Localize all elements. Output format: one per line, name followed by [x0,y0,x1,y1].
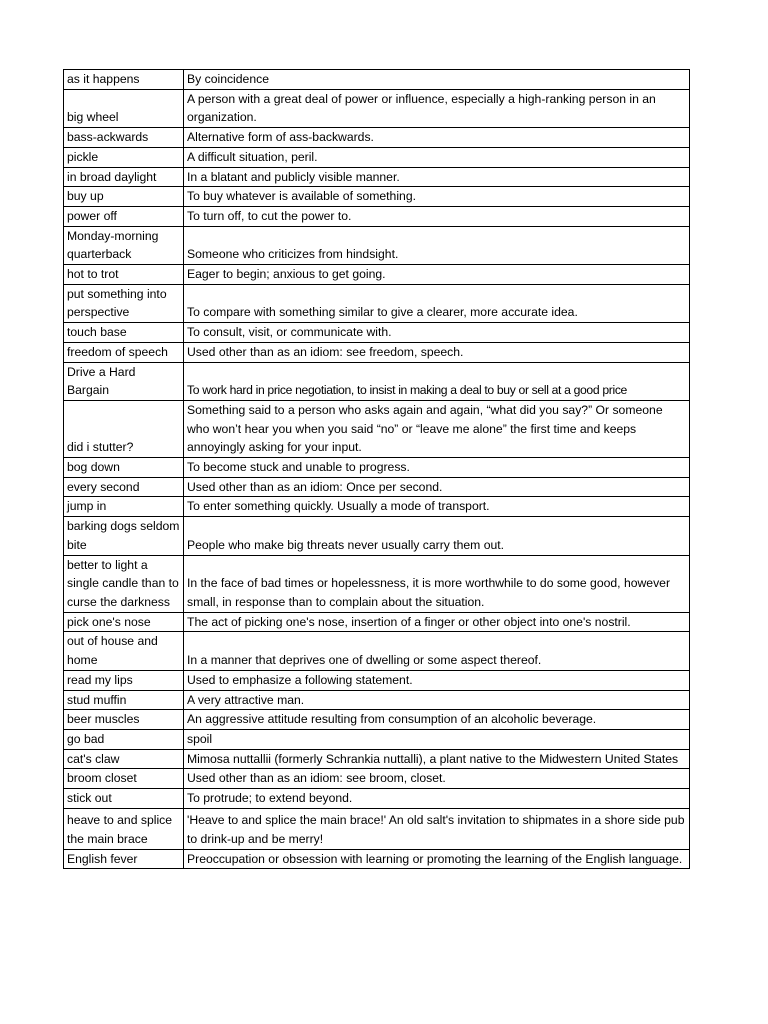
table-row [64,849,690,869]
idiom-definition: In the face of bad times or hopelessness, it is more worthwhile to do some good, however small, in response than to complain about the situation. [184,555,690,612]
table-row [64,70,690,90]
idiom-definition: A difficult situation, peril. [184,147,690,167]
table-row [64,206,690,226]
table-row [64,555,690,612]
idiom-term: hot to trot [64,265,184,285]
idiom-term: English fever [64,849,184,869]
idiom-term: broom closet [64,769,184,789]
idiom-term: power off [64,206,184,226]
idiom-definition: Used other than as an idiom: see freedom, speech. [184,342,690,362]
idiom-definition: An aggressive attitude resulting from consumption of an alcoholic beverage. [184,710,690,730]
idiom-definition: To work hard in price negotiation, to insist in making a deal to buy or sell at a good price [184,362,690,400]
idiom-term: heave to and splice the main brace [64,808,184,849]
idiom-term: big wheel [64,89,184,127]
idiom-term: beer muscles [64,710,184,730]
table-row [64,89,690,127]
idiom-term: bog down [64,458,184,478]
idiom-definition: To buy whatever is available of something. [184,187,690,207]
idiom-definition: Used to emphasize a following statement. [184,670,690,690]
idiom-definition: To enter something quickly. Usually a mode of transport. [184,497,690,517]
table-row [64,167,690,187]
table-row [64,342,690,362]
idiom-definition: Alternative form of ass-backwards. [184,128,690,148]
table-row [64,477,690,497]
idiom-term: read my lips [64,670,184,690]
idiom-definition: To become stuck and unable to progress. [184,458,690,478]
table-row [64,147,690,167]
table-row [64,749,690,769]
table-row [64,265,690,285]
table-row [64,362,690,400]
idiom-term: stud muffin [64,690,184,710]
idiom-definition: People who make big threats never usually carry them out. [184,517,690,555]
table-row [64,497,690,517]
idiom-definition: Preoccupation or obsession with learning or promoting the learning of the English language. [184,849,690,869]
idiom-term: Monday-morning quarterback [64,226,184,264]
idiom-definition: The act of picking one's nose, insertion of a finger or other object into one's nostril. [184,612,690,632]
idiom-term: go bad [64,729,184,749]
table-row [64,517,690,555]
idiom-definition: Used other than as an idiom: see broom, closet. [184,769,690,789]
table-row [64,226,690,264]
table-row [64,690,690,710]
idiom-term: buy up [64,187,184,207]
table-row [64,729,690,749]
idiom-term: pick one's nose [64,612,184,632]
idiom-definition: By coincidence [184,70,690,90]
idiom-term: touch base [64,323,184,343]
idiom-term: stick out [64,789,184,809]
idiom-definition: spoil [184,729,690,749]
idiom-term: Drive a Hard Bargain [64,362,184,400]
table-row [64,710,690,730]
idiom-definition: To protrude; to extend beyond. [184,789,690,809]
idiom-term: bass-ackwards [64,128,184,148]
table-row [64,323,690,343]
idiom-term: pickle [64,147,184,167]
idiom-definition: To compare with something similar to give a clearer, more accurate idea. [184,284,690,322]
idiom-term: as it happens [64,70,184,90]
table-row [64,284,690,322]
idiom-definition: A very attractive man. [184,690,690,710]
idiom-term: in broad daylight [64,167,184,187]
idiom-definition: Someone who criticizes from hindsight. [184,226,690,264]
table-row [64,400,690,457]
idiom-term: every second [64,477,184,497]
table-row [64,769,690,789]
table-row [64,632,690,670]
idiom-term: did i stutter? [64,400,184,457]
idiom-term: barking dogs seldom bite [64,517,184,555]
idiom-definition: 'Heave to and splice the main brace!' An old salt's invitation to shipmates in a shore side pub to drink-up and be merry! [184,808,690,849]
idiom-term: better to light a single candle than to curse the darkness [64,555,184,612]
idiom-table-body [64,70,690,869]
table-row [64,789,690,809]
idiom-term: jump in [64,497,184,517]
idiom-table [63,69,690,869]
idiom-definition: In a blatant and publicly visible manner. [184,167,690,187]
idiom-term: out of house and home [64,632,184,670]
table-row [64,128,690,148]
idiom-definition: In a manner that deprives one of dwelling or some aspect thereof. [184,632,690,670]
idiom-term: freedom of speech [64,342,184,362]
idiom-term: put something into perspective [64,284,184,322]
idiom-definition: Used other than as an idiom: Once per second. [184,477,690,497]
table-row [64,458,690,478]
idiom-definition: To turn off, to cut the power to. [184,206,690,226]
idiom-definition: A person with a great deal of power or influence, especially a high-ranking person in an organization. [184,89,690,127]
idiom-definition: Eager to begin; anxious to get going. [184,265,690,285]
idiom-definition: To consult, visit, or communicate with. [184,323,690,343]
idiom-definition: Mimosa nuttallii (formerly Schrankia nuttalli), a plant native to the Midwestern United States [184,749,690,769]
table-row [64,808,690,849]
idiom-definition: Something said to a person who asks again and again, “what did you say?” Or someone who won’t hear you when you said “no” or “leave me alone” the first time and keeps annoyingly asking for your input. [184,400,690,457]
table-row [64,670,690,690]
table-row [64,612,690,632]
idiom-term: cat's claw [64,749,184,769]
table-row [64,187,690,207]
